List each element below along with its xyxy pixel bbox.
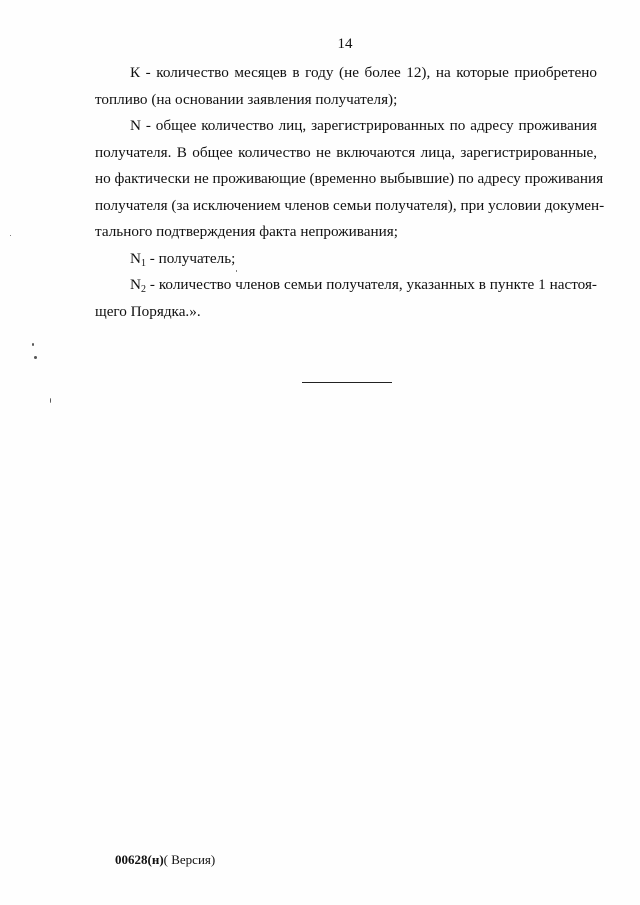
- scan-speck: [10, 235, 11, 236]
- scan-speck: [236, 270, 237, 272]
- n1-symbol: N: [130, 249, 141, 267]
- page-number: 14: [337, 36, 353, 52]
- paragraph-n2-line-2: щего Порядка.».: [95, 302, 201, 320]
- scan-speck: [32, 343, 34, 346]
- footer-version: [115, 852, 215, 868]
- paragraph-n-line-4: получателя (за исключением членов семьи получателя), при условии докумен-: [95, 196, 605, 214]
- document-body: [95, 60, 605, 325]
- paragraph-n-line-2: получателя. В общее количество не включаются лица, зарегистрированные,: [95, 143, 597, 161]
- paragraph-n-line-5: тального подтверждения факта непроживания;: [95, 223, 398, 240]
- scan-speck: [34, 356, 37, 359]
- paragraph-n1: [95, 246, 597, 273]
- scan-speck: [50, 398, 51, 403]
- paragraph-k-line-1: К - количество месяцев в году (не более 12), на которые приобретено: [130, 64, 597, 81]
- paragraph-k-line-2: топливо (на основании заявления получателя);: [95, 90, 398, 108]
- paragraph-n2-line-1: [95, 272, 597, 299]
- n2-subscript: 2: [140, 284, 146, 295]
- footer-label: ( Версия): [163, 852, 216, 867]
- n1-subscript: 1: [140, 257, 146, 269]
- n1-text: - получатель;: [145, 249, 236, 267]
- paragraph-n-line-3: но фактически не проживающие (временно выбывшие) по адресу проживания: [95, 170, 604, 187]
- footer-code: 00628(н): [115, 852, 164, 867]
- n2-text: - количество членов семьи получателя, указанных в пункте 1 настоя-: [145, 276, 597, 293]
- paragraph-n-line-1: N - общее количество лиц, зарегистрированных по адресу проживания: [130, 117, 597, 134]
- section-separator-line: [302, 382, 392, 383]
- n2-symbol: N: [130, 276, 141, 293]
